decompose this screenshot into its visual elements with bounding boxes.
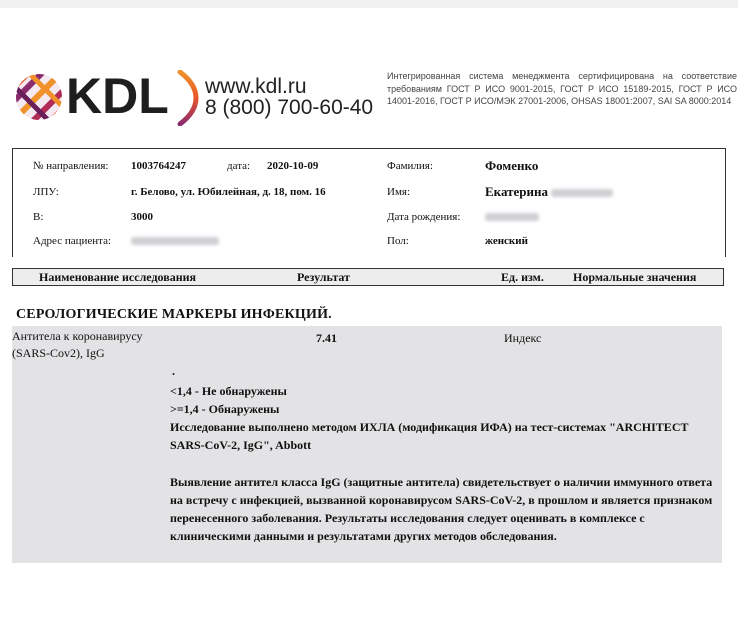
lpu-label: ЛПУ: bbox=[33, 186, 59, 198]
birth-label: Дата рождения: bbox=[387, 211, 461, 223]
address-redacted bbox=[131, 237, 219, 245]
kdl-logo-icon bbox=[14, 72, 64, 122]
patronymic-redacted bbox=[551, 189, 613, 197]
test-name-line2: (SARS-Cov2), IgG bbox=[12, 346, 105, 360]
col-result: Результат bbox=[297, 270, 351, 284]
doctor-value: 3000 bbox=[131, 211, 153, 223]
col-normal-values: Нормальные значения bbox=[573, 270, 697, 284]
patient-info bbox=[12, 148, 726, 257]
surname-value: Фоменко bbox=[485, 158, 539, 173]
name-value: Екатерина bbox=[485, 184, 548, 199]
certification-text: Интегрированная система менеджмента сертифицирована на соответствие требованиям ГОСТ Р ИСО 9001-2015, ГОСТ Р ИСО 15189-2015, ГОСТ Р ИСО 14001-2016, ГОСТ Р ИСО/МЭК 27001-2006, OHSAS 18001:2007, SAI SA 8000:2014 bbox=[387, 71, 737, 106]
referral-label: № направления: bbox=[33, 160, 109, 172]
sex-value: женский bbox=[485, 235, 528, 247]
referral-value: 1003764247 bbox=[131, 160, 186, 172]
test-result: 7.41 bbox=[316, 331, 337, 345]
dot-mark: . bbox=[172, 364, 175, 378]
lpu-value: г. Белово, ул. Юбилейная, д. 18, пом. 16 bbox=[131, 186, 326, 198]
results-table-header bbox=[12, 268, 724, 286]
name-label: Имя: bbox=[387, 186, 411, 198]
norm-negative: <1,4 - Не обнаружены bbox=[170, 384, 287, 398]
brand-name: KDL bbox=[66, 68, 169, 124]
phone-number[interactable]: 8 (800) 700-60-40 bbox=[205, 96, 374, 119]
top-strip bbox=[0, 0, 738, 8]
col-test-name: Наименование исследования bbox=[39, 270, 197, 284]
website-link[interactable]: www.kdl.ru bbox=[205, 75, 307, 98]
interpretation-note: Выявление антител класса IgG (защитные антитела) свидетельствует о наличии иммунного ответа на встречу с инфекцией, вызванной коронавирусом SARS-CoV-2, в прошлом и является признаком перенесенного заболевания. Результаты исследования следует оценивать в комплексе с клиническими данными и результатами других методов обследования. bbox=[170, 475, 713, 543]
doctor-label: В: bbox=[33, 211, 44, 223]
norm-positive: >=1,4 - Обнаружены bbox=[170, 402, 280, 416]
date-label: дата: bbox=[227, 160, 251, 172]
birth-redacted bbox=[485, 213, 539, 221]
col-unit: Ед. изм. bbox=[501, 270, 544, 284]
address-label: Адрес пациента: bbox=[33, 235, 112, 247]
sex-label: Пол: bbox=[387, 235, 409, 247]
method-note: Исследование выполнено методом ИХЛА (модификация ИФА) на тест-системах "ARCHITECT SARS-CoV-2, IgG", Abbott bbox=[170, 420, 689, 452]
section-title: СЕРОЛОГИЧЕСКИЕ МАРКЕРЫ ИНФЕКЦИЙ. bbox=[16, 307, 332, 322]
surname-label: Фамилия: bbox=[387, 160, 433, 172]
date-value: 2020-10-09 bbox=[267, 160, 319, 172]
test-name-line1: Антитела к коронавирусу bbox=[12, 329, 143, 343]
chevron-logo-icon bbox=[176, 70, 200, 126]
test-unit: Индекс bbox=[504, 331, 542, 345]
